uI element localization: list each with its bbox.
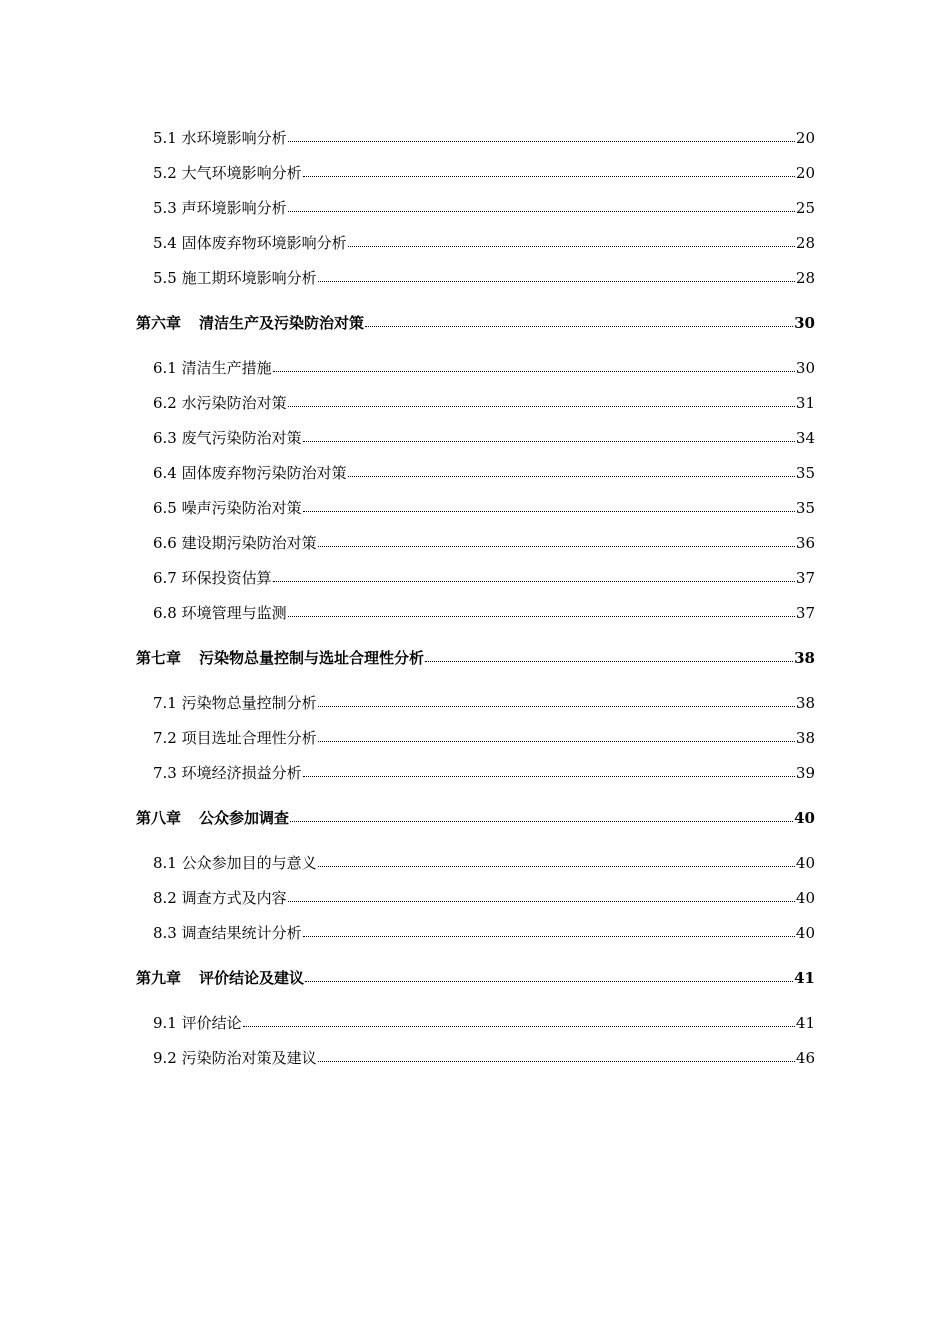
section-title: 环保投资估算 [181,569,272,587]
toc-entry-6-5[interactable] [153,498,815,518]
chapter-title: 清洁生产及污染防治对策 [199,314,365,332]
section-number: 8.2 [153,889,177,907]
toc-entry-label [153,568,272,588]
dot-leader [425,649,793,663]
chapter-number: 第七章 [136,649,182,667]
section-title: 公众参加目的与意义 [181,854,317,872]
toc-entry-label [153,1048,317,1068]
section-number: 6.6 [153,534,177,552]
toc-entry-label [153,603,287,623]
toc-entry-label [153,728,317,748]
page-number: 40 [794,809,815,827]
section-title: 环境经济损益分析 [181,764,302,782]
page-number: 28 [795,234,815,252]
toc-chapter-7[interactable] [136,648,815,668]
chapter-title: 评价结论及建议 [199,969,305,987]
dot-leader [243,1014,795,1028]
section-title: 建设期污染防治对策 [181,534,317,552]
page-number: 41 [795,1014,815,1032]
section-title: 污染防治对策及建议 [181,1049,317,1067]
section-number: 8.1 [153,854,177,872]
section-title: 评价结论 [181,1014,242,1032]
page-number: 35 [795,499,815,517]
section-number: 9.1 [153,1014,177,1032]
page-number: 38 [794,649,815,667]
dot-leader [303,924,795,938]
dot-leader [318,854,795,868]
dot-leader [303,429,795,443]
toc-entry-label [153,128,287,148]
section-title: 污染物总量控制分析 [181,694,317,712]
dot-leader [273,569,795,583]
section-title: 固体废弃物环境影响分析 [181,234,347,252]
dot-leader [318,534,795,548]
page-number: 20 [795,129,815,147]
toc-entry-label [153,693,317,713]
dot-leader [305,969,793,983]
page-number: 41 [794,969,815,987]
section-number: 6.7 [153,569,177,587]
section-number: 8.3 [153,924,177,942]
page-number: 39 [795,764,815,782]
toc-chapter-label [136,648,424,668]
page-number: 38 [795,729,815,747]
toc-chapter-label [136,808,289,828]
section-title: 水污染防治对策 [181,394,287,412]
toc-entry-6-7[interactable] [153,568,815,588]
toc-entry-6-4[interactable] [153,463,815,483]
toc-entry-8-2[interactable] [153,888,815,908]
section-number: 6.4 [153,464,177,482]
section-number: 5.5 [153,269,177,287]
chapter-number: 第九章 [136,969,182,987]
toc-entry-5-5[interactable] [153,268,815,288]
page-number: 25 [795,199,815,217]
section-title: 调查方式及内容 [181,889,287,907]
dot-leader [303,764,795,778]
page-number: 31 [795,394,815,412]
toc-entry-label [153,498,302,518]
page-number: 28 [795,269,815,287]
dot-leader [318,729,795,743]
page-number: 30 [794,314,815,332]
toc-entry-label [153,888,287,908]
chapter-number: 第六章 [136,314,182,332]
toc-entry-label [153,428,302,448]
toc-entry-7-1[interactable] [153,693,815,713]
section-title: 废气污染防治对策 [181,429,302,447]
toc-entry-5-2[interactable] [153,163,815,183]
section-title: 固体废弃物污染防治对策 [181,464,347,482]
toc-entry-7-2[interactable] [153,728,815,748]
toc-entry-label [153,533,317,553]
page-number: 40 [795,854,815,872]
section-title: 环境管理与监测 [181,604,287,622]
dot-leader [365,314,793,328]
chapter-number: 第八章 [136,809,182,827]
toc-entry-label [153,853,317,873]
toc-entry-label [153,163,302,183]
dot-leader [290,809,793,823]
toc-chapter-label [136,313,364,333]
section-number: 5.3 [153,199,177,217]
toc-entry-9-2[interactable] [153,1048,815,1068]
toc-entry-label [153,268,317,288]
page-number: 40 [795,924,815,942]
page-number: 37 [795,604,815,622]
toc-entry-label [153,463,347,483]
toc-chapter-label [136,968,304,988]
section-number: 6.3 [153,429,177,447]
dot-leader [288,394,795,408]
section-number: 5.1 [153,129,177,147]
page-number: 40 [795,889,815,907]
toc-entry-9-1[interactable] [153,1013,815,1033]
section-number: 5.4 [153,234,177,252]
section-number: 6.2 [153,394,177,412]
section-number: 6.8 [153,604,177,622]
section-number: 6.1 [153,359,177,377]
toc-entry-6-8[interactable] [153,603,815,623]
toc-entry-6-3[interactable] [153,428,815,448]
dot-leader [318,269,795,283]
page-number: 36 [795,534,815,552]
page-number: 37 [795,569,815,587]
section-number: 9.2 [153,1049,177,1067]
toc-entry-5-1[interactable] [153,128,815,148]
page-number: 34 [795,429,815,447]
dot-leader [288,199,795,213]
toc-chapter-9[interactable] [136,968,815,988]
toc-entry-label [153,923,302,943]
page-number: 38 [795,694,815,712]
page-number: 20 [795,164,815,182]
section-title: 噪声污染防治对策 [181,499,302,517]
page-number: 35 [795,464,815,482]
section-title: 项目选址合理性分析 [181,729,317,747]
dot-leader [303,164,795,178]
dot-leader [303,499,795,513]
section-title: 大气环境影响分析 [181,164,302,182]
toc-entry-label [153,358,272,378]
section-title: 清洁生产措施 [181,359,272,377]
section-number: 7.2 [153,729,177,747]
toc-entry-8-3[interactable] [153,923,815,943]
dot-leader [318,1049,795,1063]
dot-leader [348,464,795,478]
toc-chapter-8[interactable] [136,808,815,828]
section-title: 水环境影响分析 [181,129,287,147]
section-title: 施工期环境影响分析 [181,269,317,287]
chapter-title: 公众参加调查 [199,809,290,827]
dot-leader [288,889,795,903]
section-title: 声环境影响分析 [181,199,287,217]
page-number: 30 [795,359,815,377]
section-number: 5.2 [153,164,177,182]
section-number: 7.3 [153,764,177,782]
dot-leader [288,604,795,618]
section-title: 调查结果统计分析 [181,924,302,942]
dot-leader [288,129,795,143]
toc-entry-5-4[interactable] [153,233,815,253]
toc-chapter-6[interactable] [136,313,815,333]
toc-entry-label [153,1013,242,1033]
toc-entry-7-3[interactable] [153,763,815,783]
chapter-title: 污染物总量控制与选址合理性分析 [199,649,425,667]
toc-entry-label [153,233,347,253]
page-number: 46 [795,1049,815,1067]
toc-entry-6-6[interactable] [153,533,815,553]
toc-entry-label [153,393,287,413]
dot-leader [348,234,795,248]
section-number: 6.5 [153,499,177,517]
toc-entry-6-2[interactable] [153,393,815,413]
toc-entry-label [153,198,287,218]
toc-entry-6-1[interactable] [153,358,815,378]
toc-entry-5-3[interactable] [153,198,815,218]
toc-entry-label [153,763,302,783]
toc-entry-8-1[interactable] [153,853,815,873]
section-number: 7.1 [153,694,177,712]
dot-leader [318,694,795,708]
dot-leader [273,359,795,373]
